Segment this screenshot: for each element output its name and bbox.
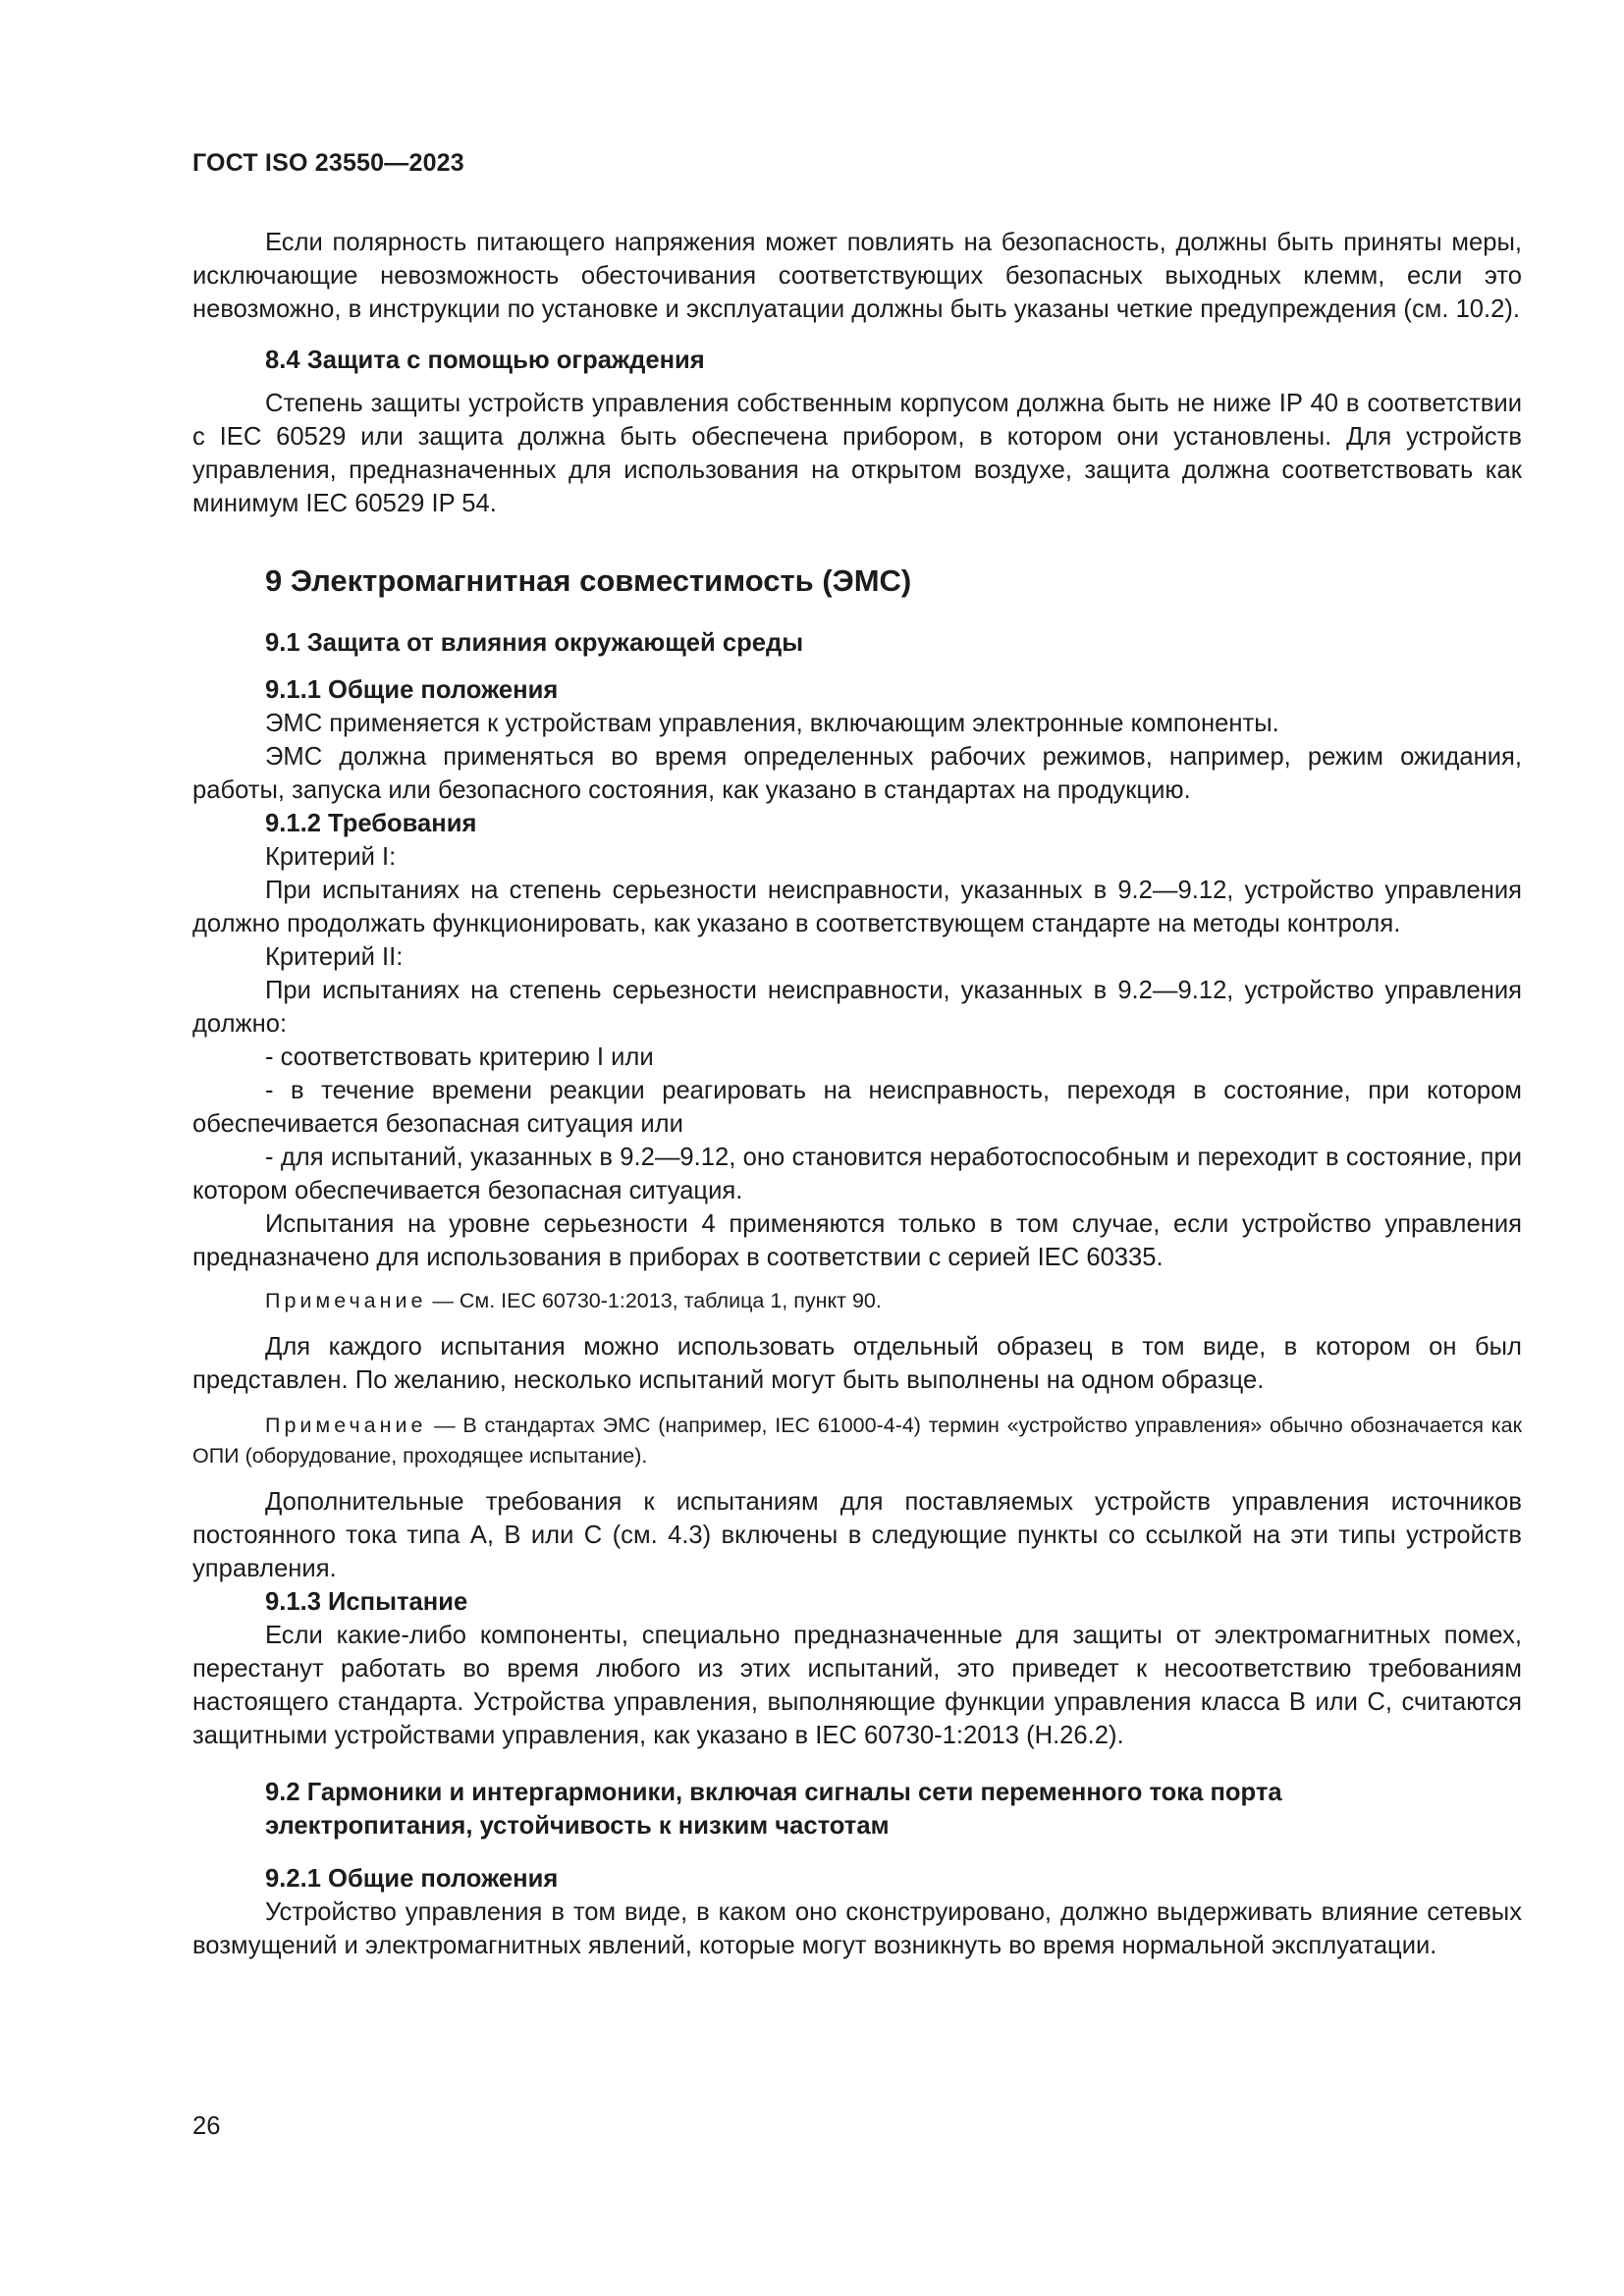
section-8-4-text: Степень защиты устройств управления собственным корпусом должна быть не ниже IP 40 в соответствии с IEC 60529 или защита должна быть обеспечена прибором, в котором они установлены. Для устройств управления, предназначенных для использования на открытом воздухе, защита должна соответствовать как минимум IEC 60529 IP 54. [192,390,1522,517]
paragraph-additional: Дополнительные требования к испытаниям для поставляемых устройств управления источников постоянного тока типа А, В или С (см. 4.3) включены в следующие пункты со ссылкой на эти типы устройств управления. [192,1488,1522,1582]
note-2 [192,1411,1522,1471]
section-8-4-heading: 8.4 Защита с помощью ограждения [265,347,705,374]
list-item-1: - соответствовать критерию I или [265,1043,654,1071]
section-9-1-1-heading: 9.1.1 Общие положения [265,676,559,704]
section-9-1-heading: 9.1 Защита от влияния окружающей среды [265,629,804,657]
note-1-text: — См. IEC 60730-1:2013, таблица 1, пункт 90. [426,1289,882,1312]
note-2-text: — В стандартах ЭМС (например, IEC 61000-4-4) термин «устройство управления» обычно обозначается как ОПИ (оборудование, проходящее испытание). [192,1414,1522,1468]
note-2-label: Примечание [265,1414,427,1437]
section-9-2-heading-line-2: электропитания, устойчивость к низким частотам [265,1812,890,1840]
section-9-2-heading-line-1: 9.2 Гармоники и интергармоники, включая сигналы сети переменного тока порта [265,1779,1282,1806]
note-1-label: Примечание [265,1289,427,1312]
section-9-1-1-p1: ЭМС применяется к устройствам управления, включающим электронные компоненты. [265,710,1279,737]
page-number: 26 [192,2112,221,2140]
paragraph-sample: Для каждого испытания можно использовать отдельный образец в том виде, в котором он был представлен. По желанию, несколько испытаний могут быть выполнены на одном образце. [192,1333,1522,1394]
note-1 [192,1286,1522,1316]
section-9-heading: 9 Электромагнитная совместимость (ЭМС) [265,563,912,598]
list-item-2: - в течение времени реакции реагировать на неисправность, переходя в состояние, при котором обеспечивается безопасная ситуация или [192,1077,1522,1138]
section-9-1-3-heading: 9.1.3 Испытание [265,1588,468,1616]
document-header: ГОСТ ISO 23550—2023 [192,149,464,177]
criterion-1-label: Критерий I: [265,843,397,871]
criterion-2-text: При испытаниях на степень серьезности неисправности, указанных в 9.2—9.12, устройство управления должно: [192,977,1522,1038]
list-item-3: - для испытаний, указанных в 9.2—9.12, оно становится неработоспособным и переходит в состояние, при котором обеспечивается безопасная ситуация. [192,1144,1522,1204]
section-9-2-heading [265,1776,1522,1842]
section-9-2-1-text: Устройство управления в том виде, в каком оно сконструировано, должно выдерживать влияние сетевых возмущений и электромагнитных явлений, которые могут возникнуть во время нормальной эксплуатации. [192,1898,1522,1959]
criterion-2-label: Критерий II: [265,943,404,971]
paragraph-polarity: Если полярность питающего напряжения может повлиять на безопасность, должны быть приняты меры, исключающие невозможность обесточивания соответствующих безопасных выходных клемм, если это невозможно, в инструкции по установке и эксплуатации должны быть указаны четкие предупреждения (см. 10.2). [192,229,1522,323]
criterion-1-text: При испытаниях на степень серьезности неисправности, указанных в 9.2—9.12, устройство управления должно продолжать функционировать, как указано в соответствующем стандарте на методы контроля. [192,877,1522,937]
document-body [192,226,1522,1962]
section-9-1-2-heading: 9.1.2 Требования [265,810,477,837]
section-9-2-1-heading: 9.2.1 Общие положения [265,1865,559,1893]
section-9-1-3-text: Если какие-либо компоненты, специально предназначенные для защиты от электромагнитных помех, перестанут работать во время любого из этих испытаний, это приведет к несоответствию требованиям настоящего стандарта. Устройства управления, выполняющие функции управления класса В или С, считаются защитными устройствами управления, как указано в IEC 60730-1:2013 (Н.26.2). [192,1622,1522,1749]
section-9-1-1-p2: ЭМС должна применяться во время определенных рабочих режимов, например, режим ожидания, работы, запуска или безопасного состояния, как указано в стандартах на продукцию. [192,743,1522,804]
paragraph-level-4: Испытания на уровне серьезности 4 применяются только в том случае, если устройство управления предназначено для использования в приборах в соответствии с серией IEC 60335. [192,1210,1522,1271]
